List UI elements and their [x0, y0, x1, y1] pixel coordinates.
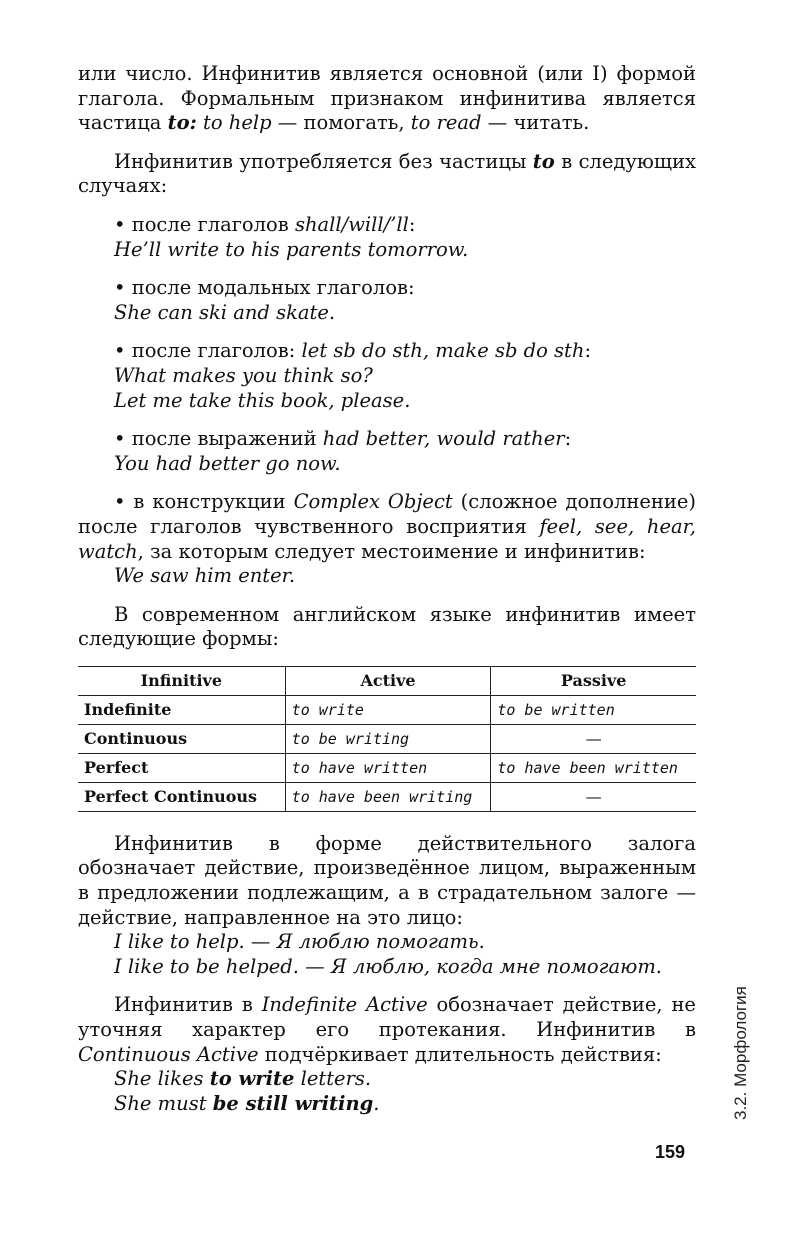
column-header: Active	[285, 666, 491, 695]
example	[78, 1092, 696, 1117]
paragraph-intro	[78, 62, 696, 136]
column-header: Passive	[491, 666, 696, 695]
text-run: Инфинитив в	[114, 993, 262, 1017]
term: shall/will/’ll	[294, 212, 409, 236]
text-run: — читать.	[481, 111, 590, 135]
table-cell: Continuous	[78, 724, 285, 753]
example: I like to help. — Я люблю помогать.	[114, 930, 485, 954]
text-run: (сложное дополнение) после глаголов чувственного восприятия	[78, 490, 697, 538]
paragraph-forms: В современном английском языке инфинитив имеет следующие формы:	[78, 602, 696, 651]
text-run: :	[584, 339, 592, 363]
text-run: letters.	[294, 1067, 372, 1091]
term: Indefinite Active	[261, 993, 428, 1017]
table-cell: to be written	[491, 695, 696, 724]
term: to:	[167, 111, 197, 135]
emphasis: to write	[209, 1067, 295, 1091]
table-row	[78, 724, 696, 753]
term: Continuous Active	[78, 1042, 259, 1066]
text-run: , за которым следует местоимение и инфинитив:	[137, 539, 646, 563]
example	[78, 955, 696, 980]
text-run: обозначает действие, не уточняя характер его протекания. Инфинитив в	[78, 993, 696, 1042]
text-run: или число. Инфинитив является основной (или I) формой глагола. Формальным признаком инфинитива является частица	[78, 62, 696, 135]
term: to read	[410, 111, 482, 135]
section-side-label: 3.2. Морфология	[731, 986, 750, 1120]
bullet-complex-object	[78, 490, 696, 564]
text-run: • после выражений	[114, 427, 323, 451]
emphasis: be still writing	[212, 1091, 374, 1115]
example: He’ll write to his parents tomorrow.	[114, 237, 469, 261]
table-row	[78, 695, 696, 724]
table-cell: Indefinite	[78, 695, 285, 724]
example: You had better go now.	[114, 451, 341, 475]
table-cell: to write	[285, 695, 491, 724]
example: We saw him enter.	[114, 564, 296, 588]
table-cell: to be writing	[285, 724, 491, 753]
text-run: :	[408, 212, 416, 236]
text-run: • после глаголов:	[114, 339, 302, 363]
table-cell: Perfect	[78, 753, 285, 782]
text-run: :	[564, 427, 572, 451]
text-run: в следующих случаях:	[78, 149, 697, 198]
table-row	[78, 782, 696, 811]
text-run: • после модальных глаголов:	[114, 276, 415, 300]
table-cell: to have been writing	[285, 782, 491, 811]
text-run: I like to be helped. —	[114, 954, 331, 978]
text-run: She likes	[114, 1067, 210, 1091]
column-header: Infinitive	[78, 666, 285, 695]
paragraph-usage	[78, 150, 696, 199]
text-run: .	[373, 1091, 380, 1115]
bullet-let-make	[78, 339, 696, 364]
table-header-row	[78, 666, 696, 695]
example: Let me take this book, please.	[114, 388, 411, 412]
table-cell: —	[491, 782, 696, 811]
text-run: подчёркивает длительность действия:	[258, 1042, 662, 1066]
infinitive-forms-table	[78, 666, 696, 812]
paragraph-indefinite-continuous	[78, 993, 696, 1067]
paragraph-active-passive: Инфинитив в форме действительного залога обозначает действие, произведённое лицом, выраженным в предложении подлежащим, а в страдательном залоге — действие, направленное на это лицо:	[78, 831, 696, 929]
bullet-modal	[78, 276, 696, 301]
page-number: 159	[655, 1142, 686, 1162]
term: feel, see, hear, watch	[78, 514, 696, 563]
example: What makes you think so?	[114, 363, 373, 387]
table-cell: to have written	[285, 753, 491, 782]
example	[78, 1067, 696, 1092]
example: She can ski and skate.	[114, 300, 336, 324]
term: let sb do sth, make sb do sth	[301, 339, 585, 363]
text-run: • в конструкции	[114, 490, 294, 514]
text-run: Инфинитив употребляется без частицы	[114, 149, 533, 173]
text-run: • после глаголов	[114, 212, 295, 236]
term: had better, would rather	[322, 427, 565, 451]
text-run: — помогать,	[271, 111, 411, 135]
bullet-had-better	[78, 427, 696, 452]
bullet-shall-will	[78, 213, 696, 238]
table-row	[78, 753, 696, 782]
term: to help	[203, 111, 272, 135]
table-cell: —	[491, 724, 696, 753]
text-run: She must	[114, 1091, 213, 1115]
text-column	[78, 62, 696, 1116]
table-cell: to have been written	[491, 753, 696, 782]
table-cell: Perfect Continuous	[78, 782, 285, 811]
translation: Я люблю, когда мне помогают.	[330, 954, 663, 978]
term: Complex Object	[293, 490, 453, 514]
term: to	[532, 149, 555, 173]
